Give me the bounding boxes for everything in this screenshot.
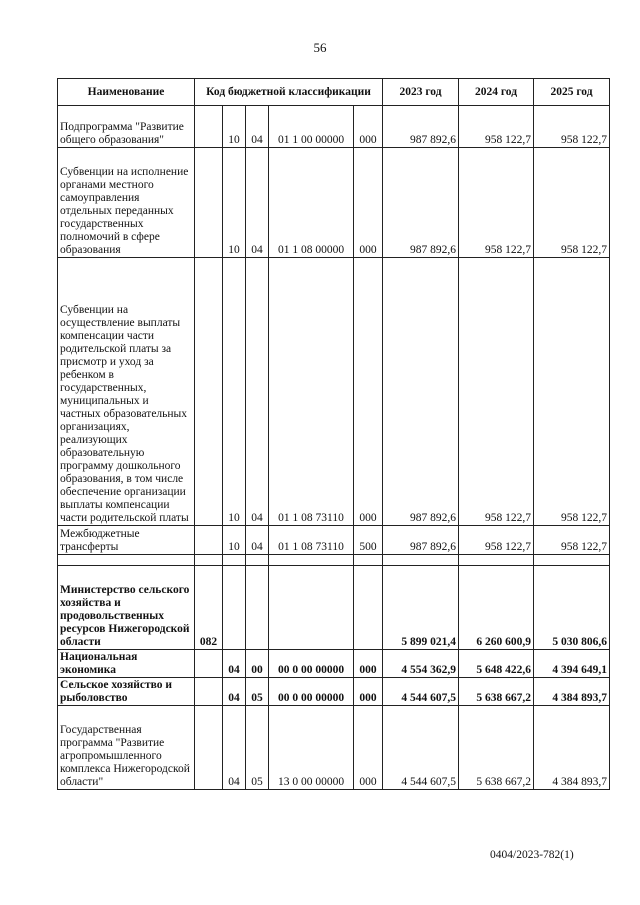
row-rz: 10 xyxy=(223,526,246,555)
row-2025: 958 122,7 xyxy=(534,106,610,148)
row-2024: 958 122,7 xyxy=(459,106,534,148)
row-rz xyxy=(223,566,246,650)
row-rz: 10 xyxy=(223,148,246,258)
row-2023: 5 899 021,4 xyxy=(383,566,459,650)
table-row xyxy=(58,106,610,148)
row-pr: 04 xyxy=(246,526,269,555)
row-2025: 958 122,7 xyxy=(534,258,610,526)
row-2025: 958 122,7 xyxy=(534,148,610,258)
header-row xyxy=(58,79,610,106)
row-2024: 958 122,7 xyxy=(459,526,534,555)
page-number: 56 xyxy=(313,40,327,55)
row-2024: 5 638 667,2 xyxy=(459,706,534,790)
document-code: 0404/2023-782(1) xyxy=(490,849,574,861)
row-name: Субвенции на исполнение органами местного самоуправления отдельных переданных государственных полномочий в сфере образования xyxy=(58,148,195,258)
row-2024: 5 638 667,2 xyxy=(459,678,534,706)
row-2023: 987 892,6 xyxy=(383,526,459,555)
row-grbs xyxy=(195,678,223,706)
row-2025: 4 384 893,7 xyxy=(534,678,610,706)
row-2024: 958 122,7 xyxy=(459,258,534,526)
row-vr: 000 xyxy=(354,650,383,678)
row-rz: 04 xyxy=(223,650,246,678)
row-grbs xyxy=(195,106,223,148)
row-csr: 01 1 08 73110 xyxy=(269,258,354,526)
row-2023: 4 554 362,9 xyxy=(383,650,459,678)
header-code: Код бюджетной классификации xyxy=(195,79,383,106)
row-vr: 000 xyxy=(354,148,383,258)
row-2025: 4 384 893,7 xyxy=(534,706,610,790)
row-2023: 987 892,6 xyxy=(383,106,459,148)
spacer-row xyxy=(58,555,610,566)
row-2025: 958 122,7 xyxy=(534,526,610,555)
header-name: Наименование xyxy=(58,79,195,106)
row-name: Государственная программа "Развитие агропромышленного комплекса Нижегородской области" xyxy=(58,706,195,790)
table-row xyxy=(58,706,610,790)
header-2025: 2025 год xyxy=(534,79,610,106)
row-csr: 00 0 00 00000 xyxy=(269,650,354,678)
row-name: Субвенции на осуществление выплаты компенсации части родительской платы за присмотр и уход за ребенком в государственных, муниципальных и частных образовательных организациях, реализующих образовательную программу дошкольного образования, в том числе обеспечение организации выплаты компенсации части родительской платы xyxy=(58,258,195,526)
row-pr: 04 xyxy=(246,258,269,526)
table-row xyxy=(58,678,610,706)
row-2024: 6 260 600,9 xyxy=(459,566,534,650)
table-row xyxy=(58,526,610,555)
row-name: Сельское хозяйство и рыболовство xyxy=(58,678,195,706)
row-csr xyxy=(269,566,354,650)
row-pr: 05 xyxy=(246,706,269,790)
row-pr: 00 xyxy=(246,650,269,678)
row-rz: 10 xyxy=(223,106,246,148)
row-csr: 01 1 08 73110 xyxy=(269,526,354,555)
row-grbs xyxy=(195,148,223,258)
table-row xyxy=(58,566,610,650)
row-csr: 13 0 00 00000 xyxy=(269,706,354,790)
row-2023: 4 544 607,5 xyxy=(383,678,459,706)
row-pr: 04 xyxy=(246,106,269,148)
row-grbs xyxy=(195,650,223,678)
row-2025: 4 394 649,1 xyxy=(534,650,610,678)
row-name: Подпрограмма "Развитие общего образования" xyxy=(58,106,195,148)
row-vr: 000 xyxy=(354,678,383,706)
header-2023: 2023 год xyxy=(383,79,459,106)
row-name: Национальная экономика xyxy=(58,650,195,678)
row-name: Межбюджетные трансферты xyxy=(58,526,195,555)
budget-table xyxy=(57,78,610,790)
row-pr xyxy=(246,566,269,650)
row-rz: 10 xyxy=(223,258,246,526)
row-vr: 500 xyxy=(354,526,383,555)
row-vr xyxy=(354,566,383,650)
table-row xyxy=(58,148,610,258)
row-csr: 01 1 00 00000 xyxy=(269,106,354,148)
row-vr: 000 xyxy=(354,106,383,148)
row-rz: 04 xyxy=(223,678,246,706)
row-grbs xyxy=(195,258,223,526)
row-2024: 958 122,7 xyxy=(459,148,534,258)
row-csr: 01 1 08 00000 xyxy=(269,148,354,258)
row-pr: 04 xyxy=(246,148,269,258)
row-grbs: 082 xyxy=(195,566,223,650)
row-2023: 4 544 607,5 xyxy=(383,706,459,790)
row-2025: 5 030 806,6 xyxy=(534,566,610,650)
row-grbs xyxy=(195,706,223,790)
row-2023: 987 892,6 xyxy=(383,258,459,526)
row-vr: 000 xyxy=(354,258,383,526)
row-2023: 987 892,6 xyxy=(383,148,459,258)
table-row xyxy=(58,258,610,526)
table-row xyxy=(58,650,610,678)
row-csr: 00 0 00 00000 xyxy=(269,678,354,706)
row-pr: 05 xyxy=(246,678,269,706)
header-2024: 2024 год xyxy=(459,79,534,106)
row-rz: 04 xyxy=(223,706,246,790)
row-grbs xyxy=(195,526,223,555)
row-vr: 000 xyxy=(354,706,383,790)
row-name: Министерство сельского хозяйства и продовольственных ресурсов Нижегородской области xyxy=(58,566,195,650)
row-2024: 5 648 422,6 xyxy=(459,650,534,678)
